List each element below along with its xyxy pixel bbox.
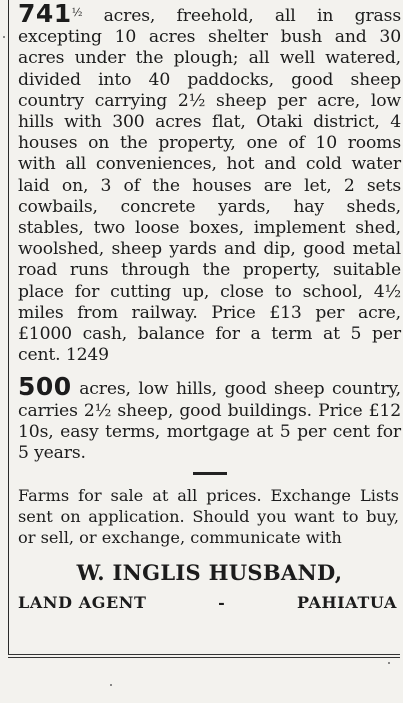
footer-text: Farms for sale at all prices. Exchange Lists sent on application. Should you want to buy, or sell, or exchange, communicate with: [18, 486, 399, 548]
listing-lead-fraction: ½: [71, 6, 83, 19]
column-rule-left: [8, 0, 9, 655]
agent-name: W. INGLIS HUSBAND,: [76, 560, 343, 586]
listing-body: acres, low hills, good sheep country, carries 2½ sheep, good buildings. Price £12 10s, easy terms, mortgage at 5 per cent for 5 years.: [18, 379, 401, 464]
listing-ref: 1249: [65, 345, 109, 366]
section-divider: [193, 472, 227, 475]
listing-741-acres: [18, 2, 401, 366]
print-speck: [3, 36, 5, 38]
listing-body: acres, freehold, all in grass excepting 10 acres shelter bush and 30 acres under the plough; all well watered, divided into 40 paddocks, good sheep country carrying 2½ sheep per acre, low hills with 300 acres flat, Otaki district, 4 houses on the property, one of 10 rooms with all conveniences, hot and cold water laid on, 3 of the houses are let, 2 sets cowbails, concrete yards, hay sheds, stables, two loose boxes, implement shed, woolshed, sheep yards and dip, good metal road runs through the property, suitable place for cutting up, close to school, 4½ miles from railway. Price £13 per acre, £1000 cash, balance for a term at 5 per cent.: [18, 6, 401, 366]
agent-address-line: [18, 593, 401, 612]
listing-lead-number: 500: [18, 372, 72, 402]
address-separator: -: [218, 593, 226, 613]
print-speck: [110, 684, 112, 686]
advertisement-column: [18, 2, 401, 612]
print-speck: [388, 662, 390, 664]
listing-500-acres: [18, 372, 401, 464]
agent-location: PAHIATUA: [296, 593, 397, 613]
agent-title: LAND AGENT: [18, 593, 147, 613]
bottom-rule: [8, 654, 400, 655]
bottom-rule-second: [8, 657, 400, 658]
listing-lead-number: 741: [18, 0, 72, 28]
